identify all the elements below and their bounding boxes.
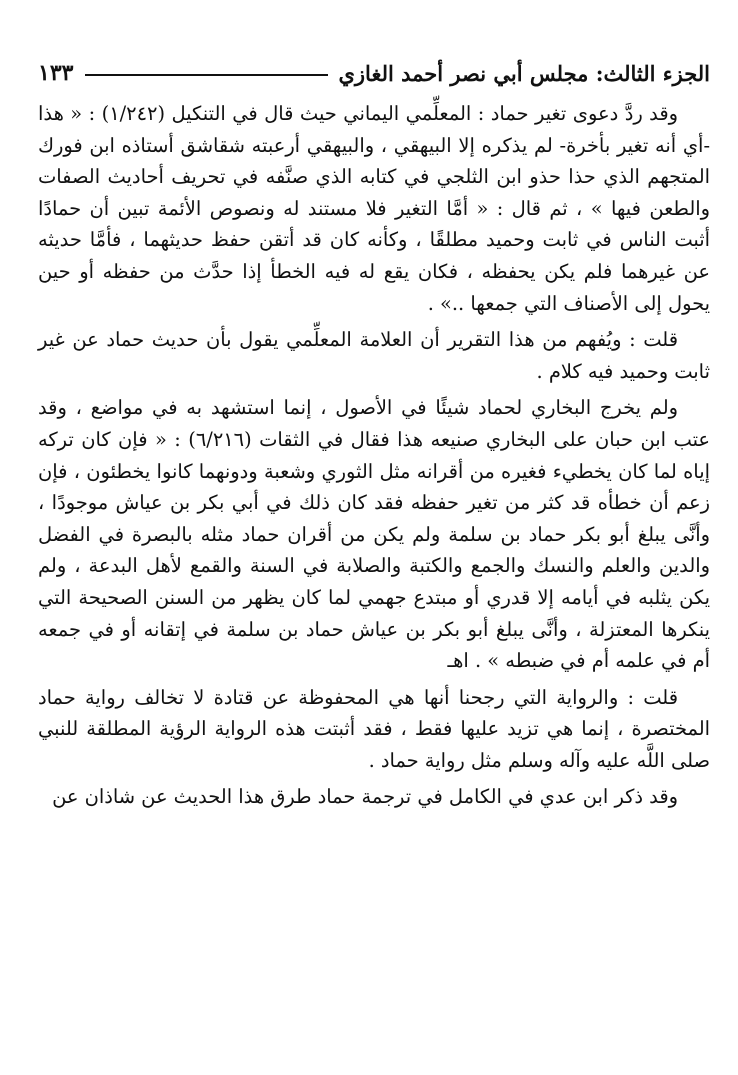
paragraph-qultu-muallimi: قلت : ويُفهم من هذا التقرير أن العلامة المعلِّمي يقول بأن حديث حماد عن غير ثابت وحميد فيه كلام .	[38, 328, 710, 383]
running-header	[38, 34, 710, 84]
paragraph-bukhari-ibn-hibban: ولم يخرج البخاري لحماد شيئًا في الأصول ، إنما استشهد به في مواضع ، وقد عتب ابن حبان على البخاري صنيعه هذا فقال في الثقات (٦/٢١٦) : « فإن كان تركه إياه لما كان يخطيء فغيره من أقرانه مثل الثوري وشعبة ودونهما كانوا يخطئون ، فإن زعم أن خطأه قد كثر من تغير حفظه فقد كان ذلك في أبي بكر بن عياش موجودًا ، وأنَّى يبلغ أبو بكر حماد بن سلمة ولم يكن من أقران حماد مثله بالبصرة في الفضل والدين والعلم والنسك والجمع والكتبة والصلابة في السنة والقمع لأهل البدعة ، ولم يكن يثلبه في أيامه إلا قدري أو مبتدع جهمي لما كان يظهر من السنن الصحيحة التي ينكرها المعتزلة ، وأنَّى يبلغ أبو بكر بن عياش حماد بن سلمة في إتقانه أو في جمعه أم في علمه أم في ضبطه » . اهـ	[38, 396, 710, 673]
page-number: ١٣٣	[38, 60, 74, 86]
paragraph-ibn-adi: وقد ذكر ابن عدي في الكامل في ترجمة حماد طرق هذا الحديث عن شاذان عن	[52, 785, 678, 809]
paragraph-tatghir-hammad: وقد ردَّ دعوى تغير حماد : المعلِّمي اليماني حيث قال في التنكيل (١/٢٤٢) : « هذا -أي أنه تغير بأخرة- لم يذكره إلا البيهقي ، والبيهقي أرعبته شقاشق أستاذه ابن فورك المتجهم الذي حذا حذو ابن الثلجي في كتابه الذي صنَّفه في تحريف أحاديث الصفات والطعن فيها » ، ثم قال : « أمَّا التغير فلا مستند له ونصوص الأئمة تبين أن حمادًا أثبت الناس في ثابت وحميد مطلقًا ، وكأنه كان قد أتقن حفظ حديثهما ، فأمَّا حديثه عن غيرهما فلم يكن يحفظه ، فكان يقع له فيه الخطأ إذا حدَّث من حفظه أو حين يحول إلى الأصناف التي جمعها ..» .	[38, 102, 710, 315]
running-header-title: الجزء الثالث: مجلس أبي نصر أحمد الغازي	[338, 61, 710, 86]
paragraph-qultu-riwaya: قلت : والرواية التي رجحنا أنها هي المحفوظة عن قتادة لا تخالف رواية حماد المختصرة ، إنما هي تزيد عليها فقط ، فقد أثبتت هذه الرواية الرؤية المطلقة للنبي صلى اللَّه عليه وآله وسلم مثل رواية حماد .	[38, 685, 710, 772]
header-rule	[85, 74, 328, 76]
body-text	[38, 98, 710, 813]
book-page	[38, 34, 710, 813]
